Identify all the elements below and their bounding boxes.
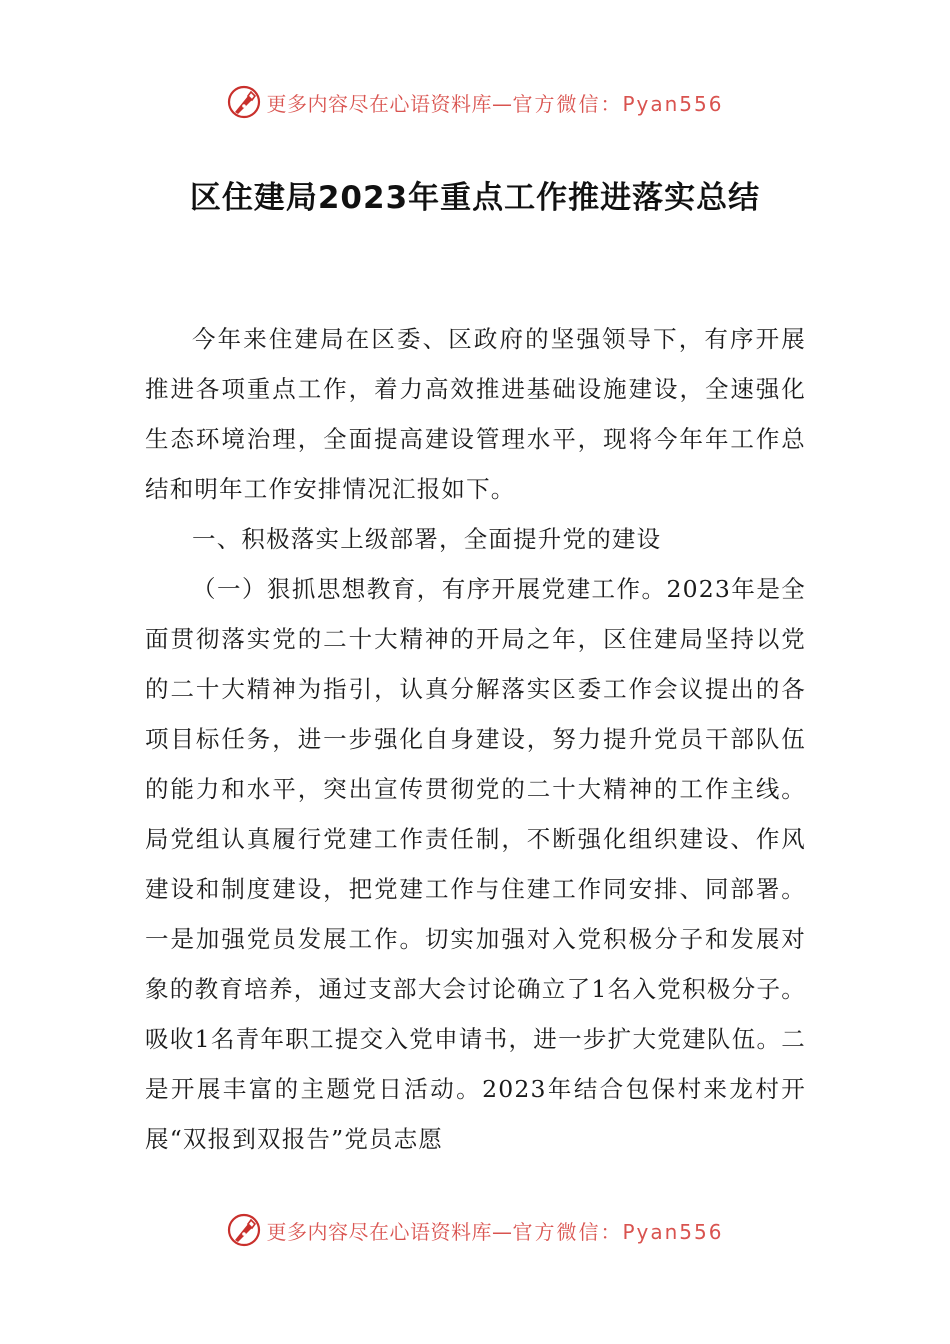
footer-banner xyxy=(0,1210,950,1250)
header-wechat-id: 官方微信：Pyan556 xyxy=(512,91,724,116)
header-banner xyxy=(0,82,950,122)
pen-nib-logo-icon xyxy=(226,84,262,120)
header-banner-text: 更多内容尽在心语资料库— xyxy=(266,91,513,116)
footer-wechat-id: 官方微信：Pyan556 xyxy=(512,1219,724,1244)
footer-banner-text: 更多内容尽在心语资料库— xyxy=(266,1219,513,1244)
document-body xyxy=(145,314,806,1164)
intro-paragraph: 今年来住建局在区委、区政府的坚强领导下，有序开展推进各项重点工作，着力高效推进基础设施建设，全速强化生态环境治理，全面提高建设管理水平，现将今年年工作总结和明年工作安排情况汇报如下。 xyxy=(145,325,806,503)
pen-nib-logo-icon xyxy=(226,1212,262,1248)
document-title: 区住建局2023年重点工作推进落实总结 xyxy=(189,180,761,216)
section-heading: 一、积极落实上级部署，全面提升党的建设 xyxy=(192,525,662,553)
body-paragraph: （一）狠抓思想教育，有序开展党建工作。2023年是全面贯彻落实党的二十大精神的开局之年，区住建局坚持以党的二十大精神为指引，认真分解落实区委工作会议提出的各项目标任务，进一步强化自身建设，努力提升党员干部队伍的能力和水平，突出宣传贯彻党的二十大精神的工作主线。局党组认真履行党建工作责任制，不断强化组织建设、作风建设和制度建设，把党建工作与住建工作同安排、同部署。一是加强党员发展工作。切实加强对入党积极分子和发展对象的教育培养，通过支部大会讨论确立了1名入党积极分子。吸收1名青年职工提交入党申请书，进一步扩大党建队伍。二是开展丰富的主题党日活动。2023年结合包保村来龙村开展“双报到双报告”党员志愿 xyxy=(145,575,806,1153)
